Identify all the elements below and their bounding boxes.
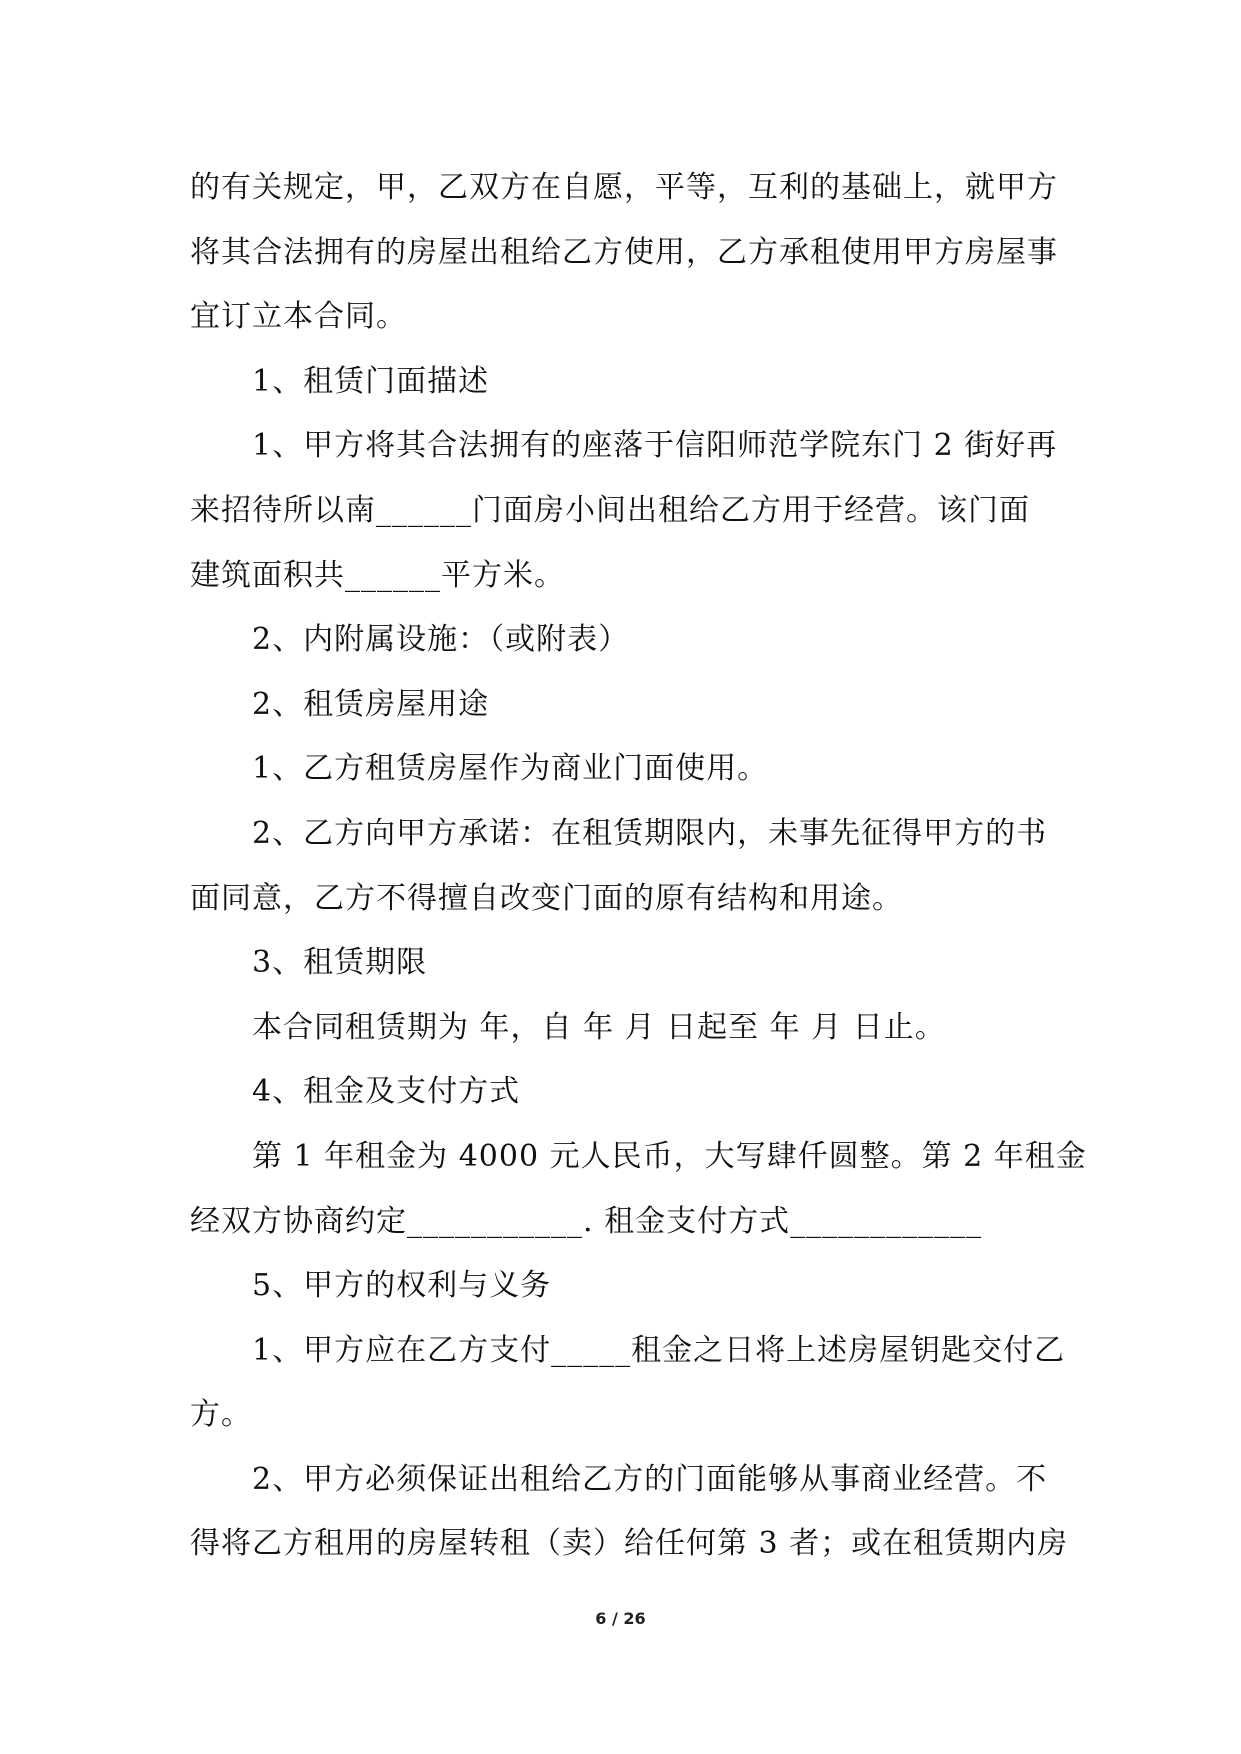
text-line: 得将乙方租用的房屋转租（卖）给任何第 3 者；或在租赁期内房: [190, 1526, 1069, 1562]
text-line: 经双方协商约定___________. 租金支付方式____________: [190, 1203, 983, 1239]
section-heading: 1、租赁门面描述: [252, 363, 490, 399]
text-line: 1、甲方应在乙方支付_____租金之日将上述房屋钥匙交付乙: [252, 1332, 1066, 1368]
text-line: 1、乙方租赁房屋作为商业门面使用。: [252, 751, 769, 787]
text-line: 2、甲方必须保证出租给乙方的门面能够从事商业经营。不: [252, 1461, 1048, 1497]
section-heading: 5、甲方的权利与义务: [252, 1268, 552, 1304]
text-line: 将其合法拥有的房屋出租给乙方使用，乙方承租使用甲方房屋事: [190, 234, 1058, 270]
text-line: 本合同租赁期为 年，自 年 月 日起至 年 月 日止。: [252, 1009, 946, 1045]
section-heading: 2、租赁房屋用途: [252, 686, 490, 722]
text-line: 宜订立本合同。: [190, 299, 407, 335]
text-line: 2、内附属设施：（或附表）: [252, 622, 630, 658]
text-line: 建筑面积共______平方米。: [190, 557, 565, 593]
text-line: 1、甲方将其合法拥有的座落于信阳师范学院东门 2 街好再: [252, 428, 1058, 464]
text-line: 的有关规定，甲，乙双方在自愿，平等，互利的基础上，就甲方: [190, 170, 1058, 205]
text-line: 方。: [190, 1397, 252, 1433]
body-text: [190, 160, 1087, 1581]
section-heading: 4、租金及支付方式: [252, 1074, 521, 1110]
page-number: 6 / 26: [595, 1609, 646, 1628]
text-line: 2、乙方向甲方承诺：在租赁期限内，未事先征得甲方的书: [252, 815, 1048, 851]
text-line: 第 1 年租金为 4000 元人民币，大写肆仟圆整。第 2 年租金: [252, 1138, 1087, 1174]
section-heading: 3、租赁期限: [252, 945, 428, 981]
text-line: 来招待所以南______门面房小间出租给乙方用于经营。该门面: [190, 492, 1030, 528]
text-line: 面同意，乙方不得擅自改变门面的原有结构和用途。: [190, 880, 903, 916]
